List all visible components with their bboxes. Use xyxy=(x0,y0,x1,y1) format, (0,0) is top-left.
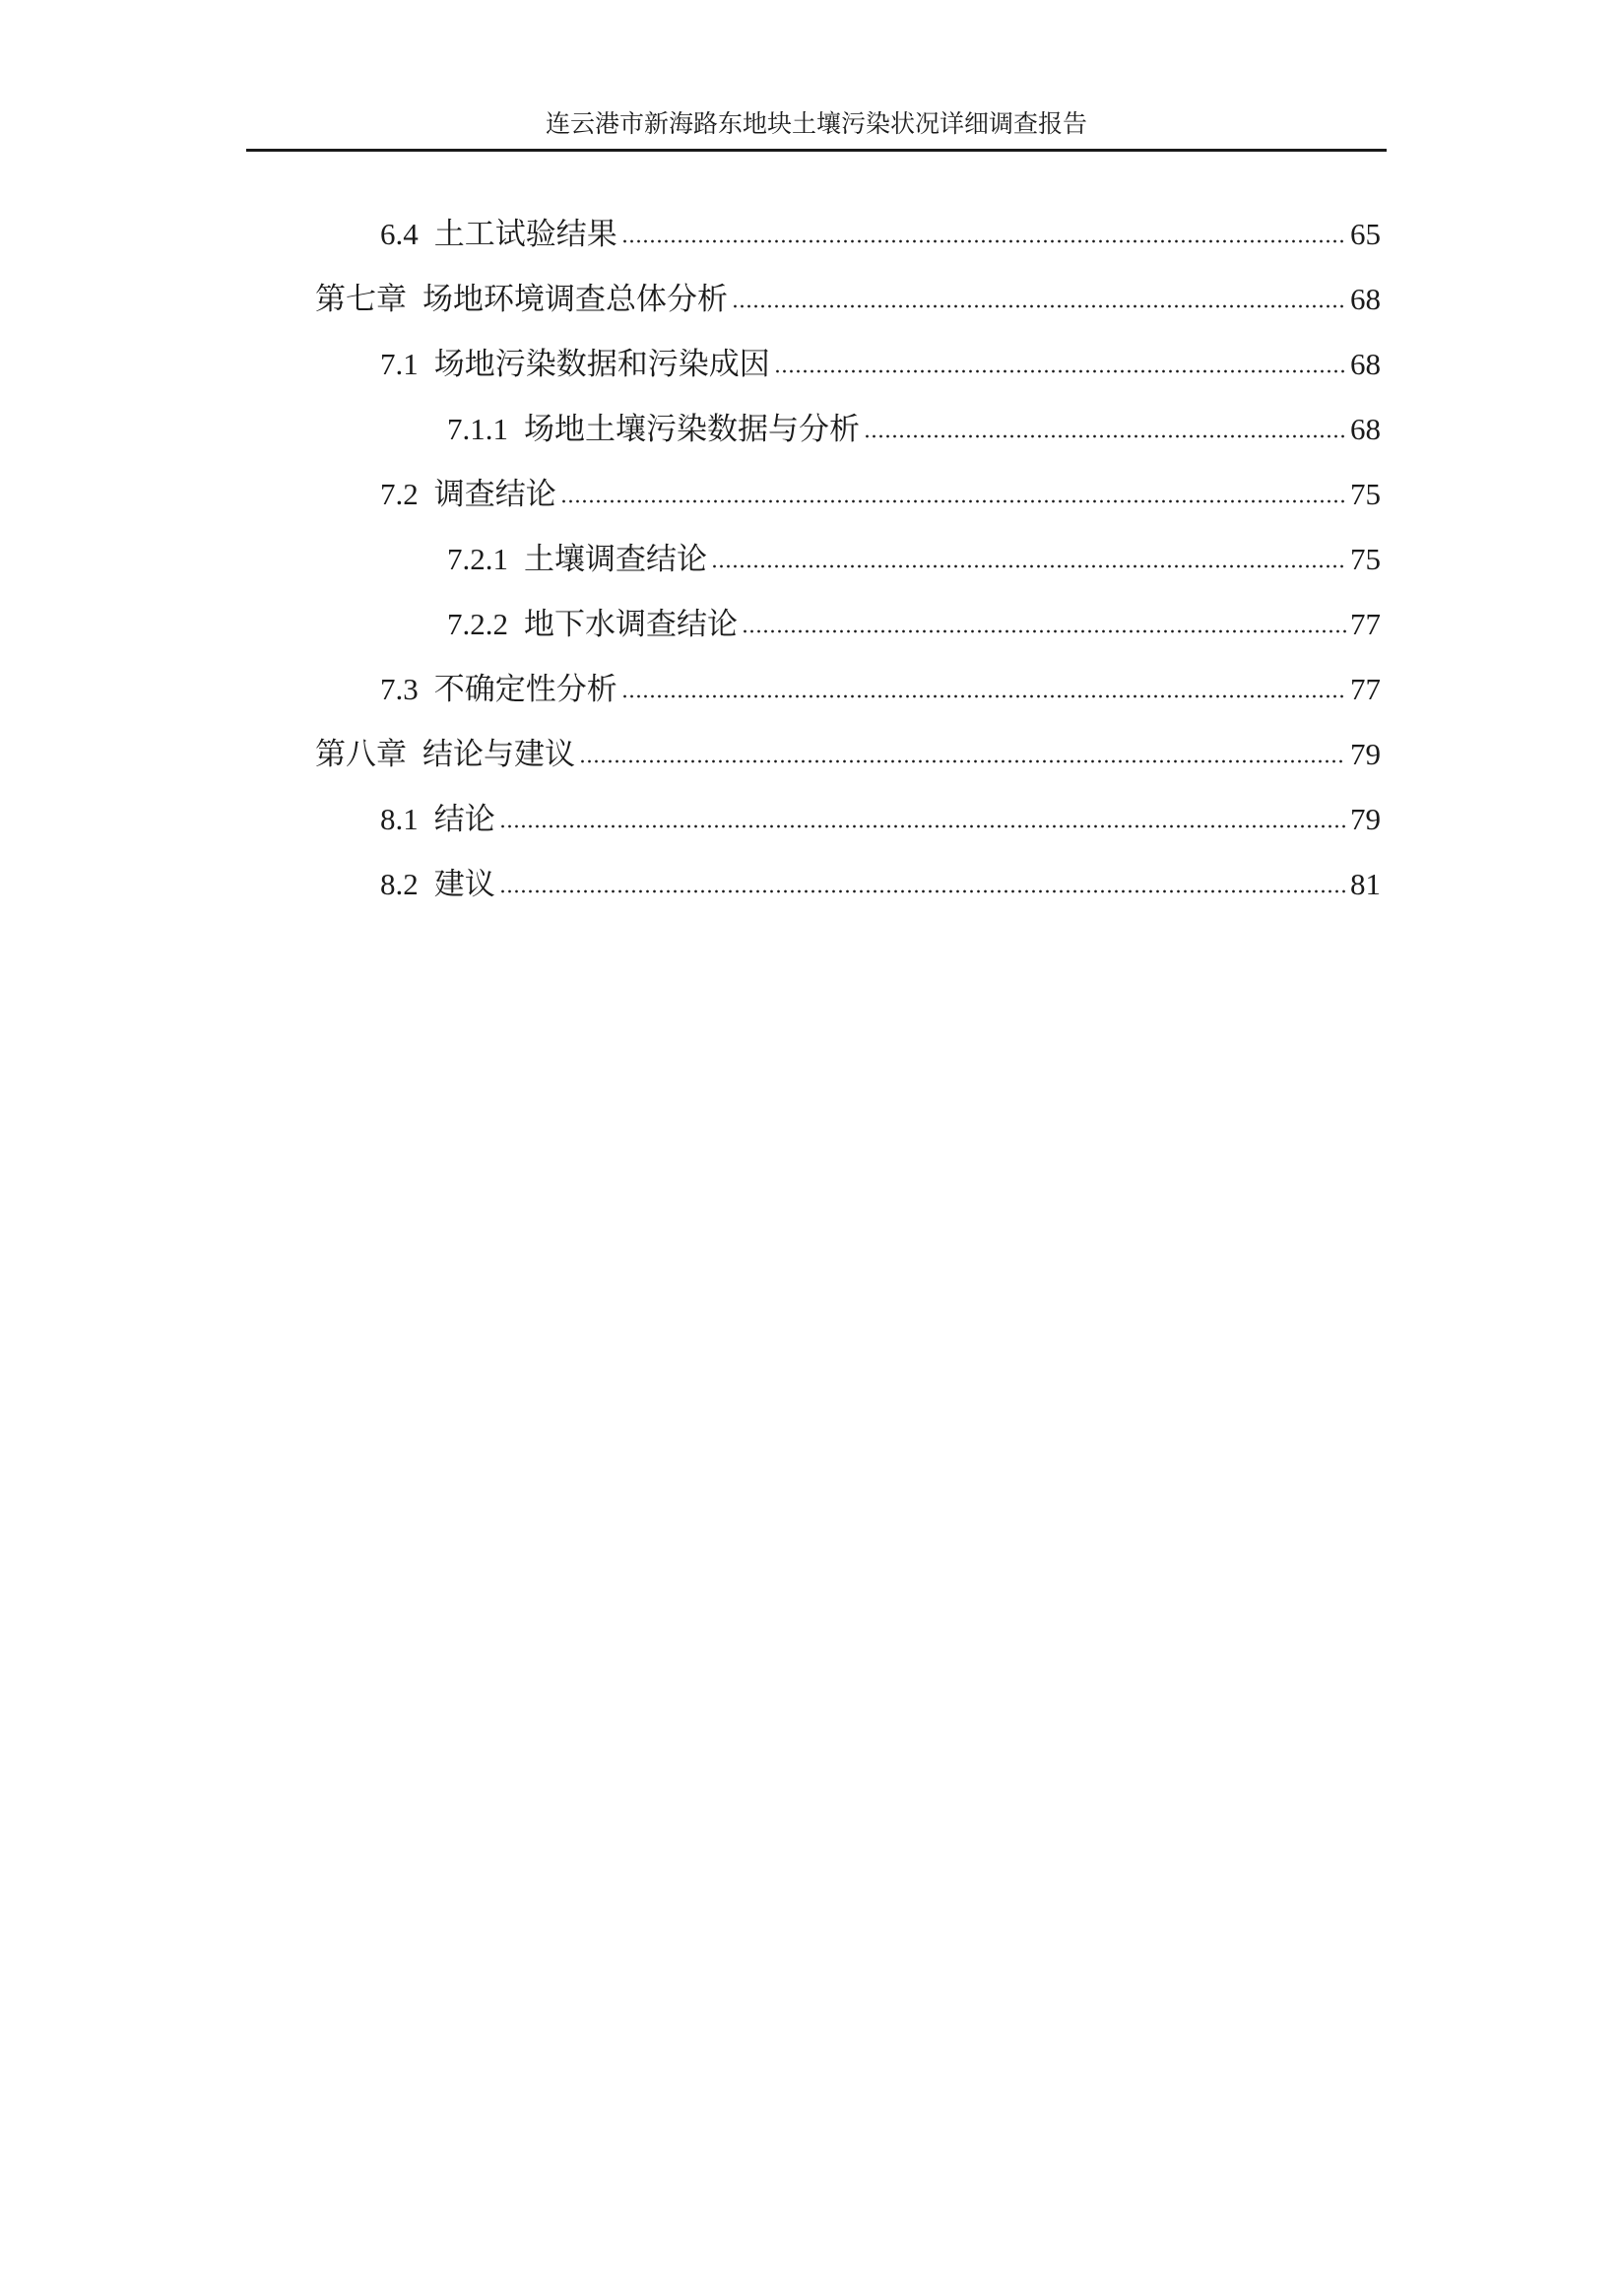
toc-entry-title: 不确定性分析 xyxy=(433,672,617,706)
toc-entry-page: 75 xyxy=(1350,477,1381,511)
toc-entry-number: 6.4 xyxy=(380,217,419,251)
toc-entry-title: 建议 xyxy=(433,867,495,901)
toc-entry-title: 场地土壤污染数据与分析 xyxy=(524,412,860,446)
toc-entry-page: 79 xyxy=(1350,802,1381,836)
toc-entry-number: 7.1.1 xyxy=(447,412,508,446)
toc-leader-dots xyxy=(560,494,1346,504)
toc-leader-dots xyxy=(579,754,1346,764)
toc-entry-title: 结论与建议 xyxy=(422,737,575,771)
toc-entry-7-2-2[interactable] xyxy=(447,597,1381,644)
toc-entry-title: 结论 xyxy=(433,802,495,836)
toc-entry-7-1[interactable] xyxy=(380,337,1381,384)
toc-entry-7-2-1[interactable] xyxy=(447,532,1381,579)
toc-entry-7-3[interactable] xyxy=(380,662,1381,709)
toc-leader-dots xyxy=(711,559,1346,569)
toc-entry-8-2[interactable] xyxy=(380,857,1381,904)
toc-leader-dots xyxy=(621,689,1346,699)
toc-entry-7-2[interactable] xyxy=(380,467,1381,514)
toc-entry-number: 7.2.2 xyxy=(447,607,508,641)
toc-entry-title: 调查结论 xyxy=(433,477,556,511)
toc-leader-dots xyxy=(732,299,1346,309)
toc-leader-dots xyxy=(742,624,1346,634)
toc-entry-title: 场地污染数据和污染成因 xyxy=(433,347,770,381)
page-header: 连云港市新海路东地块土壤污染状况详细调查报告 xyxy=(545,111,1087,138)
toc-leader-dots xyxy=(774,364,1346,374)
toc-entry-6-4[interactable] xyxy=(380,207,1381,254)
toc-entry-number: 8.2 xyxy=(380,867,419,901)
toc-entry-number: 7.3 xyxy=(380,672,419,706)
toc-entry-8-1[interactable] xyxy=(380,792,1381,839)
toc-entry-page: 65 xyxy=(1350,217,1381,251)
toc-entry-title: 土壤调查结论 xyxy=(524,542,707,576)
toc-entry-page: 68 xyxy=(1350,282,1381,316)
toc-entry-chapter-8[interactable] xyxy=(315,727,1381,774)
toc-entry-number: 第七章 xyxy=(315,282,407,316)
toc-entry-number: 第八章 xyxy=(315,737,407,771)
toc-entry-title: 地下水调查结论 xyxy=(524,607,738,641)
toc-entry-title: 场地环境调查总体分析 xyxy=(422,282,728,316)
toc-leader-dots xyxy=(864,429,1346,439)
toc-entry-page: 68 xyxy=(1350,347,1381,381)
toc-entry-7-1-1[interactable] xyxy=(447,402,1381,449)
toc-entry-number: 7.2 xyxy=(380,477,419,511)
toc-entry-title: 土工试验结果 xyxy=(433,217,617,251)
toc-entry-page: 77 xyxy=(1350,607,1381,641)
header-rule xyxy=(246,149,1387,152)
toc-entry-number: 7.2.1 xyxy=(447,542,508,576)
toc-entry-number: 7.1 xyxy=(380,347,419,381)
toc-leader-dots xyxy=(499,885,1346,894)
toc-entry-page: 75 xyxy=(1350,542,1381,576)
toc-entry-page: 79 xyxy=(1350,737,1381,771)
toc-leader-dots xyxy=(499,820,1346,829)
toc-entry-page: 81 xyxy=(1350,867,1381,901)
toc-entry-page: 68 xyxy=(1350,412,1381,446)
toc-entry-chapter-7[interactable] xyxy=(315,272,1381,319)
toc-entry-number: 8.1 xyxy=(380,802,419,836)
toc-leader-dots xyxy=(621,234,1346,244)
toc-entry-page: 77 xyxy=(1350,672,1381,706)
